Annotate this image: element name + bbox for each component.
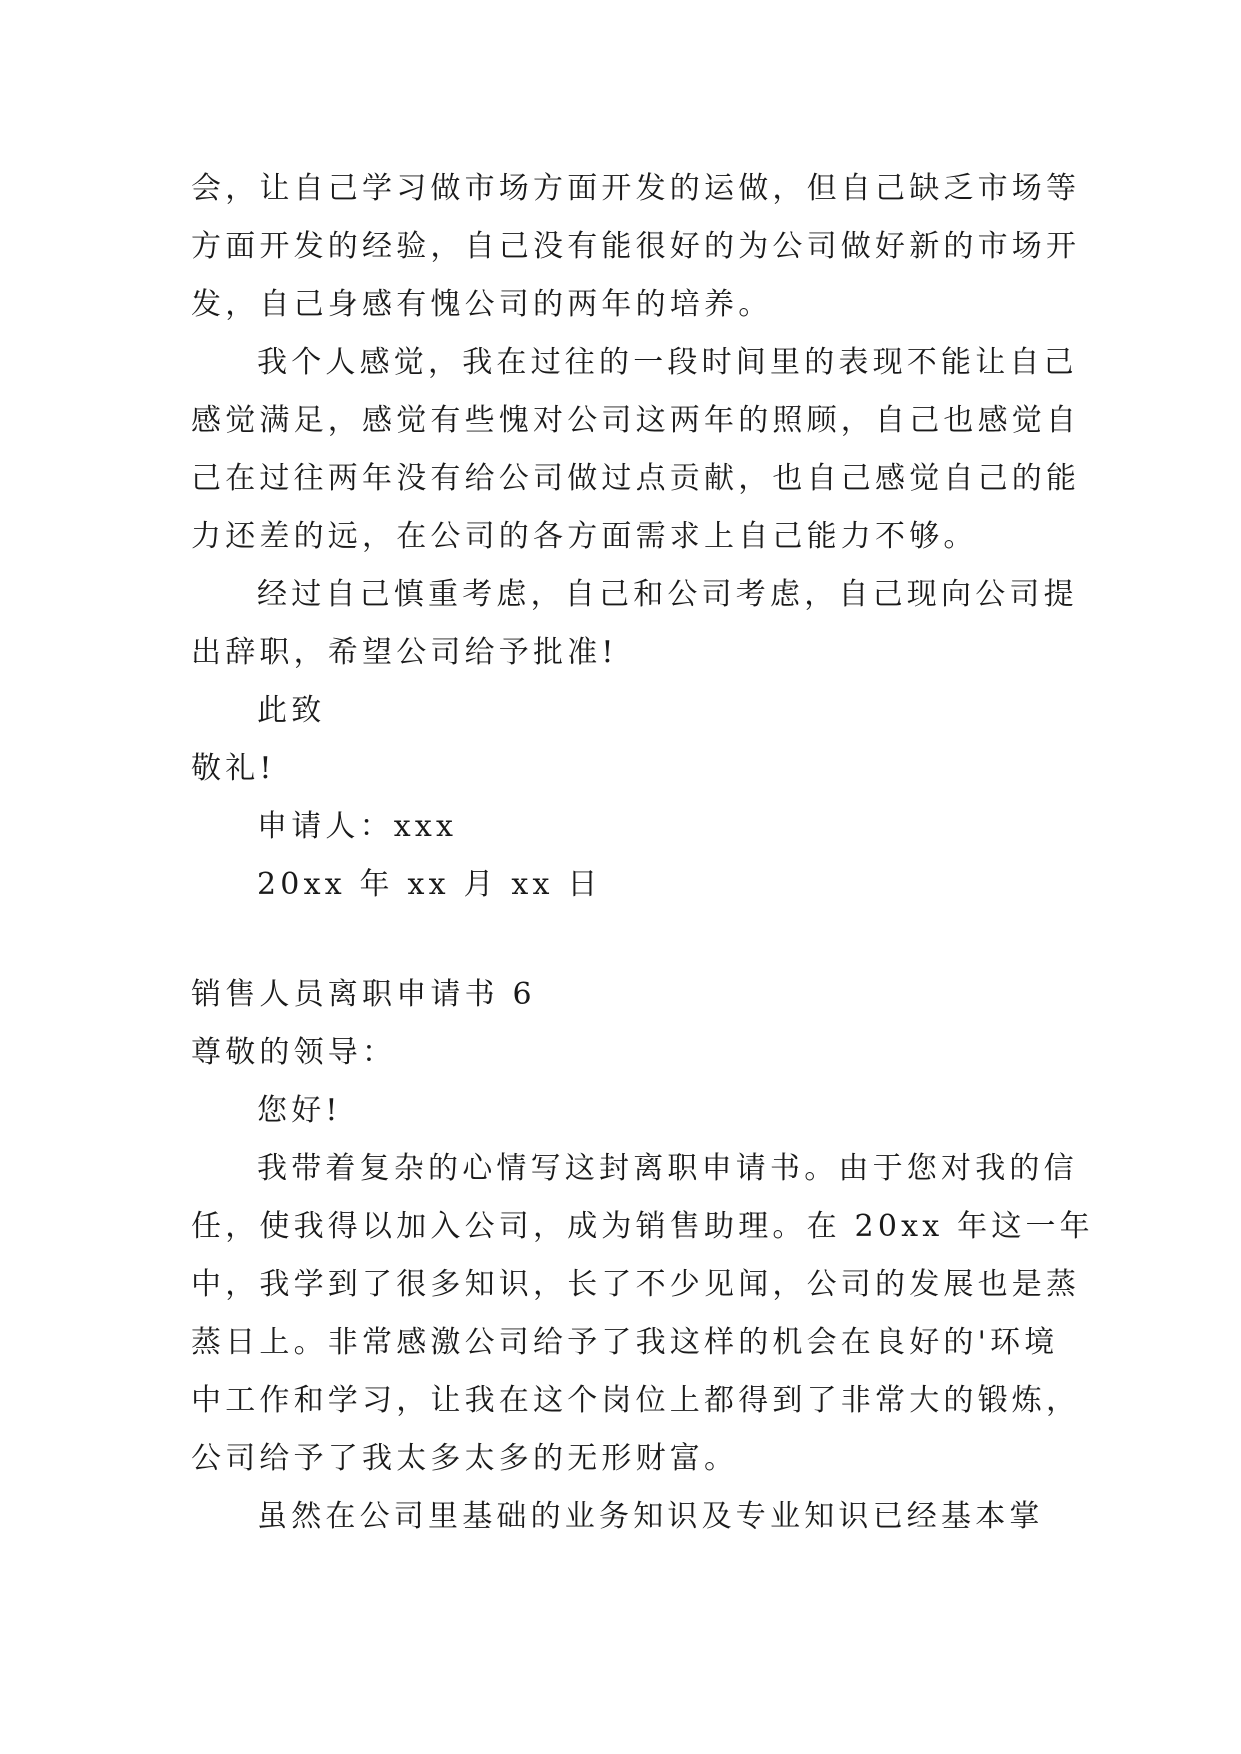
applicant-line: 申请人：xxx: [257, 809, 458, 844]
text-line: 公司给予了我太多太多的无形财富。: [191, 1441, 739, 1476]
text-line: 经过自己慎重考虑，自己和公司考虑，自己现向公司提: [257, 577, 1078, 612]
text-line: 方面开发的经验，自己没有能很好的为公司做好新的市场开: [191, 229, 1081, 264]
document-body: [191, 160, 1094, 1546]
section-gap: [191, 914, 1051, 966]
hello-text: 您好!: [257, 1093, 342, 1128]
text-line: 我个人感觉，我在过往的一段时间里的表现不能让自己: [257, 345, 1078, 380]
closing-text: 此致: [257, 693, 326, 728]
text-line: 中，我学到了很多知识，长了不少见闻，公司的发展也是蒸: [191, 1267, 1081, 1302]
section-title: 销售人员离职申请书 6: [191, 977, 536, 1012]
text-line: 虽然在公司里基础的业务知识及专业知识已经基本掌: [257, 1499, 1044, 1534]
text-line: 出辞职，希望公司给予批准!: [191, 635, 618, 670]
text-line: 力还差的远，在公司的各方面需求上自己能力不够。: [191, 519, 978, 554]
text-line: 中工作和学习，让我在这个岗位上都得到了非常大的锻炼，: [191, 1383, 1081, 1418]
text-line: 感觉满足，感觉有些愧对公司这两年的照顾，自己也感觉自: [191, 403, 1081, 438]
salute-text: 敬礼!: [191, 751, 276, 786]
date-line: 20xx 年 xx 月 xx 日: [257, 867, 602, 902]
greeting-text: 尊敬的领导：: [191, 1035, 397, 1070]
text-line: 发，自己身感有愧公司的两年的培养。: [191, 287, 773, 322]
text-line: 任，使我得以加入公司，成为销售助理。在 20xx 年这一年: [191, 1209, 1094, 1244]
text-line: 己在过往两年没有给公司做过点贡献，也自己感觉自己的能: [191, 461, 1081, 496]
text-line: 我带着复杂的心情写这封离职申请书。由于您对我的信: [257, 1151, 1078, 1186]
text-line: 蒸日上。非常感激公司给予了我这样的机会在良好的'环境: [191, 1325, 1059, 1360]
text-line: 会，让自己学习做市场方面开发的运做，但自己缺乏市场等: [191, 171, 1081, 206]
